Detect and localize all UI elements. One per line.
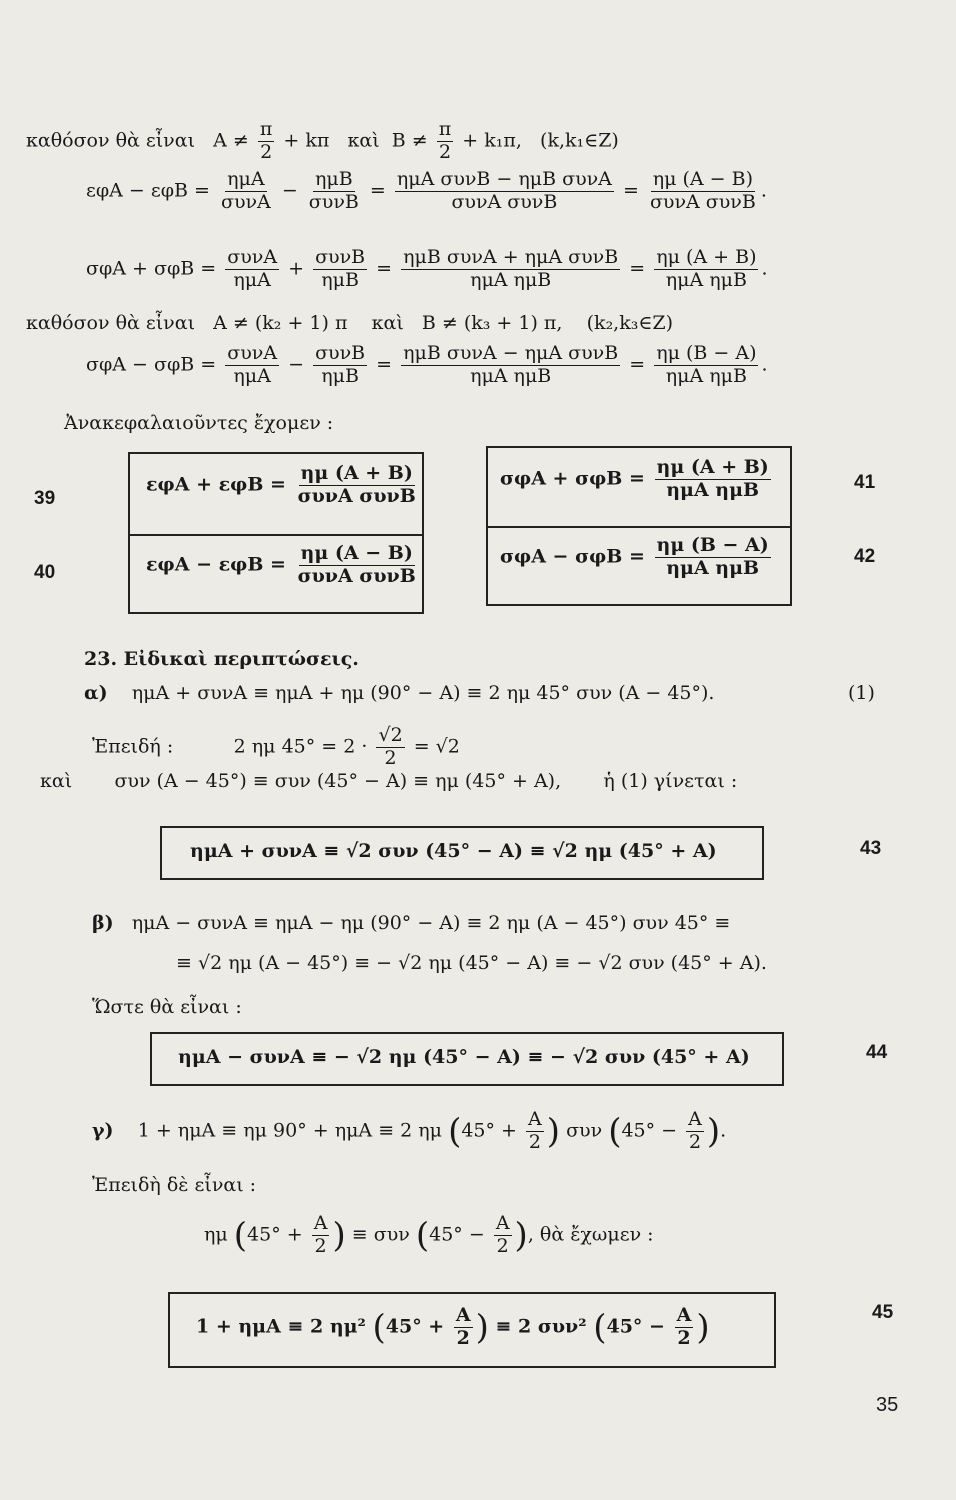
lhs: σφA + σφB =: [500, 467, 645, 490]
section-title: 23. Εἰδικαὶ περιπτώσεις.: [84, 648, 359, 670]
summary-label: Ἀνακεφαλαιοῦντες ἔχομεν :: [64, 412, 334, 434]
fraction: $\frac{\eta\mu (B - A)}{\text{ημA ημB}}$: [656, 534, 769, 579]
fraction: $\frac{A}{2}$: [313, 1212, 328, 1257]
fraction: $\frac{\text{συνB}}{\text{ημB}}$: [315, 246, 366, 291]
box-divider: [486, 526, 790, 528]
formula-45: [196, 1306, 710, 1349]
lhs: σφA + σφB =: [86, 257, 217, 280]
fraction: $\frac{\text{ημA}}{\text{συνA}}$: [220, 168, 271, 213]
case-text: ημA + συνA ≡ ημA + ημ (90° − A) ≡ 2 ημ 45° συν (A − 45°).: [131, 682, 715, 704]
fraction: $\frac{\text{ημB συνA − ημA συνB}}{\text{ημA ημB}}$: [403, 342, 619, 387]
tail: ἡ (1) γίνεται :: [603, 770, 738, 792]
condition-line-1: [26, 120, 619, 163]
paren: (: [372, 1307, 386, 1348]
paren: ): [475, 1307, 489, 1348]
dot: .: [761, 353, 768, 376]
op: =: [376, 353, 393, 376]
fraction: $\frac{\eta\mu (A + B)}{\text{συνA συνB}}$: [297, 462, 416, 507]
paren: ): [332, 1215, 346, 1256]
lhs: σφA − σφB =: [86, 353, 217, 376]
box-divider: [128, 534, 422, 536]
pi-over-2: $\frac{\pi}{2}$: [259, 118, 273, 163]
formula-43: ημA + συνA ≡ √2 συν (45° − A) ≡ √2 ημ (45° + A): [190, 840, 717, 862]
fraction: $\frac{\text{συνB}}{\text{ημB}}$: [315, 342, 366, 387]
condition-lead: καθόσον θὰ εἶναι: [26, 312, 196, 334]
dot: .: [760, 179, 767, 202]
expr: συν (A − 45°) ≡ συν (45° − A) ≡ ημ (45° + A),: [114, 770, 562, 792]
fraction: $\frac{\eta\mu (A - B)}{\text{συνA συνB}}$: [297, 542, 416, 587]
kai-line: [40, 770, 737, 792]
page-number: 35: [876, 1394, 899, 1416]
fraction: $\frac{A}{2}$: [688, 1108, 702, 1153]
condition-b: B ≠ (k₃ + 1) π,: [421, 312, 563, 334]
integer-set: (k₂,k₃∈Z): [586, 312, 674, 334]
expr: 45° −: [429, 1223, 485, 1246]
formula-44: ημA − συνA ≡ − √2 ημ (45° − A) ≡ − √2 συν (45° + A): [178, 1046, 750, 1068]
lhs: σφA − σφB =: [500, 545, 645, 568]
paren: ): [706, 1111, 721, 1152]
fraction: $\frac{A}{2}$: [528, 1108, 542, 1153]
fraction: $\frac{\text{ημB}}{\text{συνB}}$: [308, 168, 359, 213]
fraction: $\frac{\eta\mu (A + B)}{\text{ημA ημB}}$: [656, 456, 769, 501]
equation-number-41: 41: [854, 472, 876, 493]
expr: 45° +: [461, 1119, 517, 1142]
dot: .: [720, 1119, 727, 1142]
fraction: $\frac{\eta\mu (A - B)}{\text{συνA συνB}}$: [649, 168, 756, 213]
paren: ): [546, 1111, 561, 1152]
expr: συν: [566, 1119, 603, 1142]
equation-number-44: 44: [866, 1042, 888, 1063]
fraction: $\frac{√2}{2}$: [378, 724, 403, 769]
condition-lead: καθόσον θὰ εἶναι: [26, 129, 196, 152]
kpi: + kπ: [283, 129, 330, 152]
case-gamma: [92, 1110, 726, 1153]
expr: 45° −: [606, 1315, 665, 1338]
fraction: $\frac{\text{συνA}}{\text{ημA}}$: [227, 342, 278, 387]
expr: 1 + ημA ≡ 2 ημ²: [196, 1315, 366, 1338]
condition-a: A ≠: [213, 129, 249, 152]
expr: 2 ημ 45° = 2 ·: [233, 735, 368, 758]
equation-number-43: 43: [860, 838, 882, 859]
expr: 45° +: [385, 1315, 445, 1338]
case-text: ημA − συνA ≡ ημA − ημ (90° − A) ≡ 2 ημ (A − 45°) συν 45° ≡: [131, 912, 731, 934]
fraction: $\frac{A}{2}$: [455, 1304, 471, 1349]
case-alpha: [84, 682, 714, 704]
equation-number-42: 42: [854, 546, 876, 567]
lead: Ἐπειδή :: [92, 735, 174, 758]
paren: (: [593, 1307, 607, 1348]
op: =: [622, 179, 639, 202]
tail: , θὰ ἔχωμεν :: [527, 1223, 654, 1246]
formula-41: [500, 458, 774, 501]
op: =: [369, 179, 386, 202]
case-text: 1 + ημA ≡ ημ 90° + ημA ≡ 2 ημ: [137, 1119, 443, 1142]
expr: ≡ συν: [351, 1223, 410, 1246]
epeidi-line-1: [92, 726, 460, 769]
equation-number-40: 40: [34, 562, 56, 583]
expr: ημ: [204, 1223, 228, 1246]
oste-line: Ὥστε θὰ εἶναι :: [92, 996, 242, 1018]
paren: (: [608, 1111, 622, 1152]
dot: .: [761, 257, 768, 280]
ref-1: (1): [848, 682, 875, 704]
fraction: $\frac{\text{ημA συνB − ημB συνA}}{\text{συνA συνB}}$: [396, 168, 612, 213]
integer-set: (k,k₁∈Z): [540, 129, 619, 152]
eq-tan-difference: [86, 170, 767, 213]
expr: 45° +: [247, 1223, 303, 1246]
lhs: εφA − εφB =: [146, 553, 286, 576]
fraction: $\frac{A}{2}$: [676, 1304, 692, 1349]
formula-39: [146, 464, 421, 507]
paren: ): [696, 1307, 710, 1348]
fraction: $\frac{\eta\mu (B - A)}{\text{ημA ημB}}$: [656, 342, 757, 387]
equation-number-45: 45: [872, 1302, 894, 1323]
paren: (: [415, 1215, 430, 1256]
case-beta-continued: ≡ √2 ημ (A − 45°) ≡ − √2 ημ (45° − A) ≡ − √2 συν (45° + A).: [176, 952, 767, 974]
lhs: εφA + εφB =: [146, 473, 286, 496]
formula-40: [146, 544, 421, 587]
fraction: $\frac{\text{συνA}}{\text{ημA}}$: [227, 246, 278, 291]
condition-b: B ≠: [391, 129, 428, 152]
expr: = √2: [413, 735, 460, 758]
expr: ≡ 2 συν²: [495, 1315, 587, 1338]
kai: καὶ: [371, 312, 404, 334]
formula-42: [500, 536, 774, 579]
op: +: [288, 257, 305, 280]
paren: (: [233, 1215, 248, 1256]
kai: καὶ: [347, 129, 380, 152]
case-label: β): [92, 912, 114, 934]
eq-cot-difference: [86, 344, 768, 387]
paren: (: [448, 1111, 462, 1152]
case-label: γ): [92, 1119, 114, 1142]
eq-cot-sum: [86, 248, 768, 291]
fraction: $\frac{\text{ημB συνA + ημA συνB}}{\text{ημA ημB}}$: [403, 246, 619, 291]
op: −: [288, 353, 305, 376]
fraction: $\frac{A}{2}$: [495, 1212, 510, 1257]
op: −: [281, 179, 298, 202]
fraction: $\frac{\eta\mu (A + B)}{\text{ημA ημB}}$: [656, 246, 757, 291]
condition-line-2: [26, 312, 673, 334]
case-label: α): [84, 682, 108, 704]
op: =: [629, 353, 646, 376]
condition-a: A ≠ (k₂ + 1) π: [213, 312, 348, 334]
case-beta: [92, 912, 730, 934]
identity-line: [204, 1214, 654, 1257]
pi-over-2-b: $\frac{\pi}{2}$: [438, 118, 452, 163]
k1pi: + k₁π,: [462, 129, 522, 152]
epeidi-line-2: Ἐπειδὴ δὲ εἶναι :: [92, 1174, 257, 1196]
lead: καὶ: [40, 770, 73, 792]
lhs: εφA − εφB =: [86, 179, 210, 202]
expr: 45° −: [621, 1119, 678, 1142]
op: =: [629, 257, 646, 280]
paren: ): [514, 1215, 528, 1256]
equation-number-39: 39: [34, 488, 56, 509]
op: =: [376, 257, 393, 280]
